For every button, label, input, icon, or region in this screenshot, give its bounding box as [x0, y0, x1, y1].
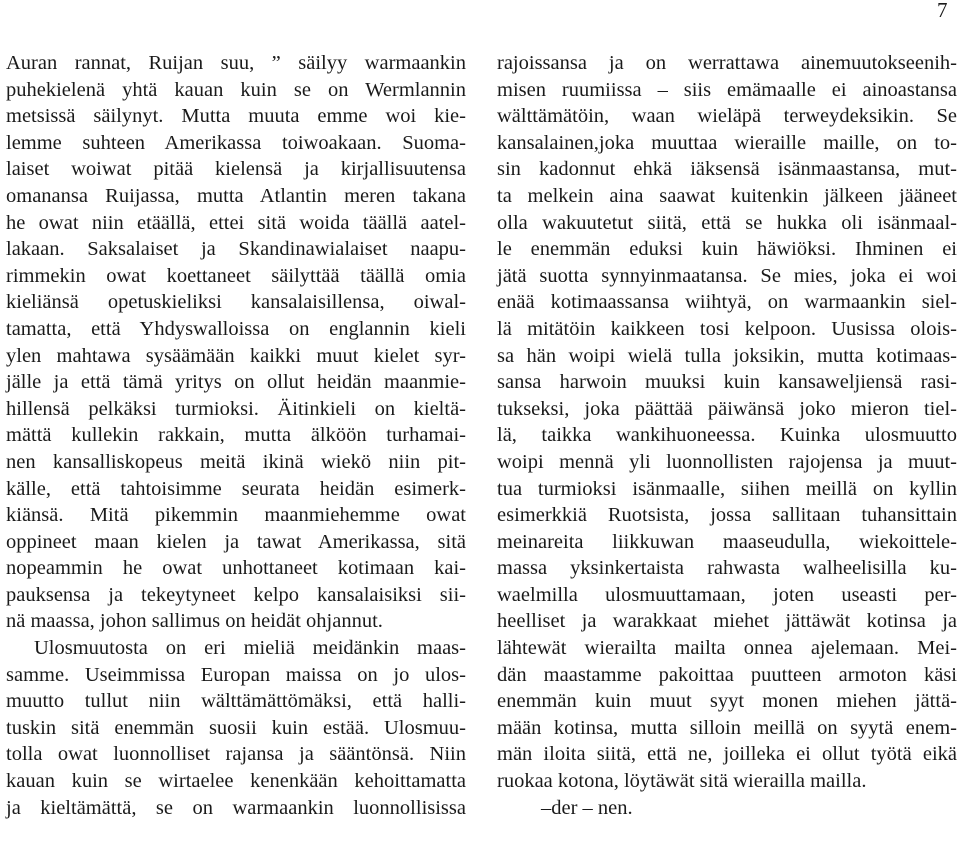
text-line: nen kansalliskopeus meitä ikinä wiekö niin pit- [6, 450, 466, 473]
text-line: kauan kuin se wirtaelee kenenkään kehoittamatta [6, 770, 466, 793]
text-line: tolla owat luonnolliset rajansa ja sääntönsä. Niin [6, 743, 466, 766]
signature-line: –der – nen. [541, 796, 633, 819]
text-line: waelmilla ulosmuuttamaan, joten useasti per- [497, 583, 957, 606]
text-line: sansa harwoin muuksi kuin kansaweljiensä rasi- [497, 371, 957, 394]
text-line: woipi mennä yli luonnollisten rajojensa ja muut- [497, 450, 957, 473]
text-line: omanansa Ruijassa, mutta Atlantin meren takana [6, 184, 466, 207]
text-line: ylen mahtawa sysäämään kaikki muut kielet syr- [6, 344, 466, 367]
text-line: nä maassa, johon sallimus on heidät ohjannut. [6, 610, 383, 633]
text-line: muutto tullut niin wälttämättömäksi, että halli- [6, 690, 466, 713]
text-line: mättä kullekin rakkain, mutta älköön turhamai- [6, 424, 466, 447]
text-line: le enemmän eduksi kuin häwiöksi. Ihminen ei [497, 238, 957, 261]
text-line: he owat niin etäällä, ettei sitä woida täällä aatel- [6, 211, 466, 234]
text-line: esimerkkiä Ruotsista, jossa sallitaan tuhansittain [497, 504, 957, 527]
page-number: 7 [937, 0, 948, 22]
text-line: tamatta, että Yhdyswalloissa on englannin kieli [6, 317, 466, 340]
text-line: meinareita liikkuwan maaseudulla, wiekoittele- [497, 530, 957, 553]
text-line: nopeammin he owat unhottaneet kotimaan kai- [6, 557, 466, 580]
text-line: heelliset ja warakkaat miehet jättäwät kotinsa ja [497, 610, 957, 633]
text-line: kiänsä. Mitä pikemmin maanmiehemme owat [6, 504, 466, 527]
text-line: Ulosmuutosta on eri mieliä meidänkin maas- [34, 637, 466, 660]
text-line: lähtewät wierailta mailta onnea ajelemaan. Mei- [497, 637, 957, 660]
text-line: tukseksi, joka päättää päiwänsä joko mieron tiel- [497, 397, 957, 420]
text-line: enemmän kuin muut syyt monen miehen jättä- [497, 690, 957, 713]
text-line: rimmekin owat koettaneet säilyttää täällä omia [6, 264, 466, 287]
text-line: enää kotimaassansa wiihtyä, on warmaankin siel- [497, 291, 957, 314]
text-line: massa yksinkertaista rahwasta walheelisilla ku- [497, 557, 957, 580]
text-line: mään kotinsa, mutta silloin meillä on syytä enem- [497, 716, 957, 739]
text-line: misen ruumiissa – siis emämaalle ei ainoastansa [497, 78, 957, 101]
left-column [6, 50, 466, 821]
text-line: lakaan. Saksalaiset ja Skandinawialaiset naapu- [6, 238, 466, 261]
text-line: lä mitätöin kaikkeen tosi kelpoon. Uusissa olois- [497, 317, 957, 340]
text-line: män iloita siitä, että ne, joilleka ei ollut työtä eikä [497, 743, 957, 766]
text-line: tuskin sitä enemmän suosii kuin estää. Ulosmuu- [6, 716, 466, 739]
text-line: källe, että tahtoisimme seurata heidän esimerk- [6, 477, 466, 500]
text-line: lä, taikka wankihuoneessa. Kuinka ulosmuutto [497, 424, 957, 447]
text-line: rajoissansa ja on werrattawa ainemuutokseenih- [497, 52, 957, 74]
text-line: jälle ja että tämä yritys on ollut heidän maanmie- [6, 371, 466, 394]
text-line: wälttämätöin, waan wieläpä terweydeksikin. Se [497, 105, 957, 128]
right-column [497, 50, 957, 821]
text-line: oppineet maan kielen ja tawat Amerikassa, sitä [6, 530, 466, 553]
text-line: pauksensa ja tekeytyneet kelpo kansalaisiksi sii- [6, 583, 466, 606]
text-line: kansalainen,joka muuttaa wieraille maille, on to- [497, 131, 957, 154]
text-line: ta melkein aina saawat kuitenkin jälkeen jääneet [497, 184, 957, 207]
text-line: jätä suotta synnyinmaatansa. Se mies, joka ei woi [497, 264, 957, 287]
text-line: lemme suhteen Amerikassa toiwoakaan. Suoma- [6, 131, 466, 154]
text-line: samme. Useimmissa Europan maissa on jo ulos- [6, 663, 466, 686]
text-line: kieliänsä opetuskieliksi kansalaisillensa, oiwal- [6, 291, 466, 314]
text-line: tua turmioksi isänmaalle, siihen meillä on kyllin [497, 477, 957, 500]
text-line: puhekielenä yhtä kauan kuin se on Wermlannin [6, 78, 466, 101]
text-line: Auran rannat, Ruijan suu, ” säilyy warmaankin [6, 52, 466, 74]
text-line: metsissä säilynyt. Mutta muuta emme woi kie- [6, 105, 466, 128]
text-line: ja kieltämättä, se on warmaankin luonnollisissa [6, 796, 466, 819]
text-line: sin kadonnut ehkä iäksensä isänmaastansa, mut- [497, 158, 957, 181]
text-line: dän maastamme pakoittaa puutteen armoton käsi [497, 663, 957, 686]
text-line: ruokaa kotona, löytäwät sitä wierailla mailla. [497, 770, 867, 793]
text-line: laiset woiwat pitää kielensä ja kirjallisuutensa [6, 158, 466, 181]
text-line: sa hän woipi wielä tulla joksikin, mutta kotimaas- [497, 344, 957, 367]
text-line: hillensä pelkäksi turmioksi. Äitinkieli on kieltä- [6, 397, 466, 420]
text-line: olla wakuutetut siitä, että se hukka oli isänmaal- [497, 211, 957, 234]
